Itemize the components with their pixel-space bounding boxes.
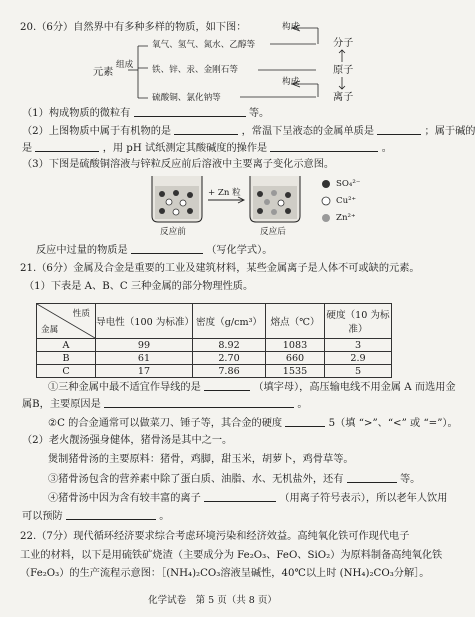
table-corner: 性质 金属: [37, 304, 96, 339]
answer-blank[interactable]: [377, 124, 421, 135]
answer-blank[interactable]: [204, 491, 276, 502]
q21-sub4-line2: 可以预防 。: [22, 511, 170, 522]
q20-stem: 20.（6分）自然界中有多种多样的物质，如下图：: [20, 22, 247, 33]
q21-part2: （2）老火靓汤强身健体，猪骨汤是其中之一。: [22, 435, 233, 446]
after-label: 反应后: [260, 227, 286, 237]
table-header: 导电性（100 为标准）: [96, 304, 193, 339]
diagram-constitute-bottom: 构成: [282, 77, 300, 87]
legend-copper: Cu²⁺: [336, 196, 357, 206]
table-header: 熔点（℃）: [266, 304, 325, 339]
diagram-row-ionic: 硫酸铜、氯化钠等: [152, 93, 221, 103]
diagram-constitute-top: 构成: [282, 22, 300, 32]
diagram-compose-label: 组成: [116, 60, 134, 70]
answer-blank[interactable]: [104, 397, 294, 408]
metal-properties-table: [36, 303, 392, 378]
q21-part2-desc: 煲制猪骨汤的主要原料：猪骨，鸡脚，甜玉米，胡萝卜，鸡骨草等。: [48, 454, 354, 465]
before-label: 反应前: [160, 227, 186, 237]
q22-line2: 工业的材料，以下是用硫铁矿烧渣（主要成分为 Fe₂O₃、FeO、SiO₂）为原料制备高纯氧化铁: [20, 550, 443, 561]
answer-blank[interactable]: [131, 243, 203, 254]
table-row: C 17 7.86 1535 5: [37, 365, 392, 378]
diagram-row-molecular: 氧气、氢气、氮水、乙醇等: [152, 40, 256, 50]
table-row: A 99 8.92 1083 3: [37, 339, 392, 352]
reaction-diagram: [0, 172, 425, 236]
q21-sub4-line1: ④猪骨汤中因为含有较丰富的离子 （用离子符号表示），所以老年人饮用: [48, 493, 448, 504]
diagram-element-label: 元素: [93, 67, 114, 78]
q21-part1: （1）下表是 A、B、C 三种金属的部分物理性质。: [24, 281, 254, 292]
diagram-row-atomic: 铁、锌、汞、金刚石等: [152, 65, 238, 75]
table-row: B 61 2.70 660 2.9: [37, 352, 392, 365]
answer-blank[interactable]: [270, 141, 378, 152]
answer-blank[interactable]: [134, 106, 246, 117]
beaker-before: [152, 176, 202, 222]
reagent-label: + Zn 粒: [208, 188, 241, 198]
answer-blank[interactable]: [285, 416, 325, 427]
answer-blank[interactable]: [174, 124, 238, 135]
answer-blank[interactable]: [66, 509, 156, 520]
diagram-ion: 离子: [333, 92, 354, 103]
table-header: 硬度（10 为标准）: [325, 304, 392, 339]
diagram-molecule: 分子: [333, 38, 354, 49]
legend-zinc: Zn²⁺: [336, 213, 356, 223]
legend-sulfate: SO₄²⁻: [336, 179, 361, 189]
q21-sub1-line2: 属B，主要原因是 。: [22, 399, 308, 410]
ion-legend: [322, 180, 330, 222]
q20-part2-line2: 是 ，用 pH 试纸测定其酸碱度的操作是 。: [22, 143, 392, 154]
table-header: 密度（g/cm³）: [193, 304, 266, 339]
q21-sub2: ②C 的合金通常可以做菜刀、锤子等，其合金的硬度 5（填 “>”、“<” 或 “=”）。: [48, 418, 458, 429]
page-footer: 化学试卷 第 5 页（共 8 页）: [148, 595, 277, 606]
q22-line1: 22.（7分）现代循环经济要求综合考虑环境污染和经济效益。高纯氧化铁可作现代电子: [20, 531, 410, 542]
q21-stem: 21.（6分）金属及合金是重要的工业及建筑材料，某些金属离子是人体不可或缺的元素。: [20, 263, 420, 274]
answer-blank[interactable]: [347, 472, 397, 483]
q20-part2-line1: （2）上图物质中属于有机物的是 ，常温下呈液态的金属单质是 ；属于碱的: [22, 126, 475, 137]
answer-blank[interactable]: [35, 141, 99, 152]
q20-excess: 反应中过量的物质是 （写化学式）。: [36, 245, 273, 256]
answer-blank[interactable]: [204, 380, 250, 391]
q21-sub1-line1: ①三种金属中最不适宜作导线的是 （填字母），高压输电线不用金属 A 而选用金: [48, 382, 456, 393]
q20-part1: （1）构成物质的微粒有 等。: [22, 108, 270, 119]
q22-line3: （Fe₂O₃）的生产流程示意图：［(NH₄)₂CO₃溶液呈碱性，40℃以上时 (NH₄)₂CO₃分解］。: [20, 568, 430, 579]
q21-sub3: ③猪骨汤包含的营养素中除了蛋白质、油脂、水、无机盐外，还有 等。: [48, 474, 421, 485]
diagram-atom: 原子: [333, 65, 354, 76]
q20-part3: （3）下图是硫酸铜溶液与锌粒反应前后溶液中主要离子变化示意图。: [22, 159, 335, 170]
beaker-after: [250, 176, 300, 222]
